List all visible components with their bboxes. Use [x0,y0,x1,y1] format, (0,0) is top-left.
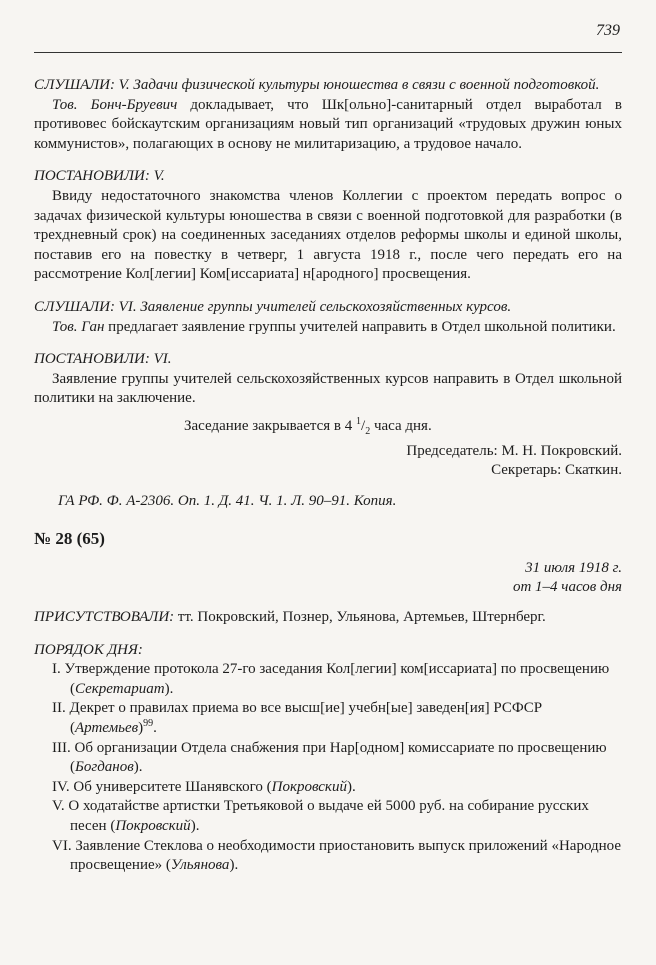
document-number: № 28 (65) [34,529,105,549]
section-5-resolved: ПОСТАНОВИЛИ: V. [34,168,165,185]
footnote-ref[interactable]: 99 [143,718,154,730]
page-number: 739 [596,22,620,39]
archive-source: ГА РФ. Ф. А-2306. Оп. 1. Д. 41. Ч. 1. Л. 90–91. Копия. [58,492,397,509]
session-closed: Заседание закрывается в 4 $^1/_2$ часа дня. [184,415,432,437]
speech-text: докладывает, что Шк[ольно]-санитарный отдел выработал в противовес бойскаутским организациям новый тип организаций «трудовых дружин юных коммунистов», полагающих в основу не милитаризацию, а трудовое начало. [34,96,622,152]
secretary-signature: Секретарь: Скаткин. [491,462,622,479]
attendance-label: ПРИСУТСТВОВАЛИ: [34,609,175,626]
agenda-item: I. Утверждение протокола 27-го заседания Кол[легии] ком[иссариата] по просвещению (Секретариат). [52,661,610,697]
document-date: 31 июля 1918 г. [525,559,622,576]
speaker: Тов. Бонч-Бруевич [52,96,178,113]
speaker: Тов. Ган [52,318,105,335]
attendance-list: тт. Покровский, Познер, Ульянова, Артемьев, Штернберг. [177,609,546,626]
section-6-resolved: ПОСТАНОВИЛИ: VI. [34,351,172,368]
fraction-denominator: 2 [365,425,371,437]
heard-topic: Задачи физической культуры юношества в связи с военной подготовкой. [133,77,600,93]
heard-label: СЛУШАЛИ: VI. [34,298,137,315]
agenda-item: V. О ходатайстве артистки Третьяковой о выдаче ей 5000 руб. на собирание русских песен (Покровский). [52,798,589,834]
agenda-item: IV. Об университете Шанявского (Покровский). [52,778,356,795]
section-5-resolution: Ввиду недостаточного знакомства членов Коллегии с проектом передать вопрос о задачах физической культуры юношества в связи с военной подготовкой для разработки (в трехдневный срок) на соединенных заседаниях отделов реформы школы и единой школы, поставив его на повестку в четверг, 1 августа 1918 г., после чего передать его на рассмотрение Кол[легии] Ком[иссариата] н[ародного] просвещения. [34,187,622,283]
section-5-speech [34,96,622,155]
session-closed-suffix: часа дня. [373,417,432,434]
heard-label: СЛУШАЛИ: V. [34,77,130,93]
section-5-heard [34,76,622,96]
document-time: от 1–4 часов дня [512,579,622,596]
section-6-resolution: Заявление группы учителей сельскохозяйственных курсов направить в Отдел школьной политики на заключение. [34,370,622,407]
section-6-speech [34,318,622,338]
attendance [34,608,622,628]
agenda-list [34,660,622,876]
heard-topic: Заявление группы учителей сельскохозяйственных курсов. [140,298,512,315]
agenda-item: II. Декрет о правилах приема во все высш[ие] учебн[ые] заведен[ия] РСФСР (Артемьев)$^{99}$. [52,700,543,737]
section-6-heard [34,298,622,318]
agenda-item: III. Об организации Отдела снабжения при Нар[одном] комиссариате по просвещению (Богданов). [52,739,607,776]
agenda-item: VI. Заявление Стеклова о необходимости приостановить выпуск приложений «Народное просвещение» (Ульянова). [52,837,622,874]
session-closed-prefix: Заседание закрывается в 4 [184,417,353,434]
header-rule [34,52,622,53]
fraction-numerator: 1 [356,415,362,427]
agenda-heading: ПОРЯДОК ДНЯ: [34,641,143,658]
chairman-signature: Председатель: М. Н. Покровский. [406,442,622,459]
speech-text: предлагает заявление группы учителей направить в Отдел школьной политики. [108,318,616,335]
document-body [34,76,622,876]
